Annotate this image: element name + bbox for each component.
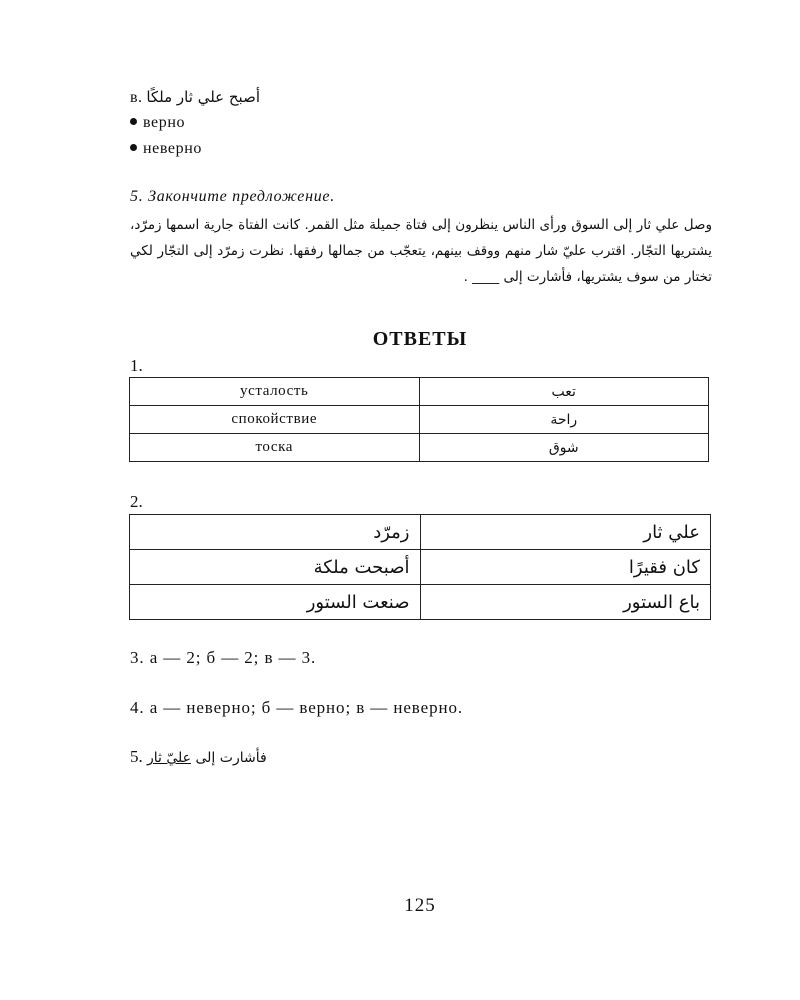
table-cell-left: زمرّد	[130, 515, 421, 550]
table-cell-ar: شوق	[419, 434, 709, 462]
answer5	[130, 747, 267, 767]
table-row	[130, 585, 711, 620]
answer1-number: 1.	[130, 356, 143, 375]
option-false[interactable]	[130, 140, 202, 158]
table-cell-left: أصبحت ملكة	[130, 550, 421, 585]
answers-heading: ОТВЕТЫ	[372, 328, 468, 350]
answer4: 4. а — неверно; б — верно; в — неверно.	[130, 698, 464, 717]
answer1-table	[129, 377, 709, 462]
page-number: 125	[404, 895, 436, 916]
task5-text: وصل علي ثار إلى السوق ورأى الناس ينظرون إلى فتاة جميلة مثل القمر. كانت الفتاة جارية اسمها زمرّد، يشتريها التجّار. اقترب عليّ شار منهم ووقف بينهم، يتعجّب من جمالها رفقها. نظرت زمرّد إلى التجّار لكي تختار من سوف يشتريها، فأشارت إلى ____ .	[130, 217, 712, 285]
table-row	[130, 378, 709, 406]
task5-title: 5. Закончите предложение.	[130, 188, 335, 205]
question-v	[130, 88, 260, 107]
bullet-icon	[130, 144, 137, 151]
answer5-underlined: عليّ ثار	[147, 750, 192, 766]
option-true[interactable]	[130, 114, 185, 132]
option-false-label: неверно	[143, 140, 202, 157]
bullet-icon	[130, 118, 137, 125]
answer3: 3. а — 2; б — 2; в — 3.	[130, 648, 317, 667]
question-v-letter: в.	[130, 89, 143, 106]
option-true-label: верно	[143, 114, 186, 131]
answer5-text	[147, 750, 267, 766]
answer5-number: 5.	[130, 747, 143, 766]
table-cell-ar: تعب	[419, 378, 709, 406]
answer5-prefix: فأشارت إلى	[195, 750, 267, 766]
table-row	[130, 515, 711, 550]
table-row	[130, 406, 709, 434]
table-cell-ru: тоска	[130, 434, 420, 462]
answer2-table	[129, 514, 711, 620]
table-row	[130, 550, 711, 585]
table-cell-ru: спокойствие	[130, 406, 420, 434]
question-v-text: أصبح علي ثار ملكًا	[146, 88, 260, 106]
table-cell-right: كان فقيرًا	[420, 550, 711, 585]
table-cell-ar: راحة	[419, 406, 709, 434]
answer2-number: 2.	[130, 492, 143, 511]
table-row	[130, 434, 709, 462]
table-cell-right: علي ثار	[420, 515, 711, 550]
table-cell-right: باع الستور	[420, 585, 711, 620]
table-cell-ru: усталость	[130, 378, 420, 406]
table-cell-left: صنعت الستور	[130, 585, 421, 620]
